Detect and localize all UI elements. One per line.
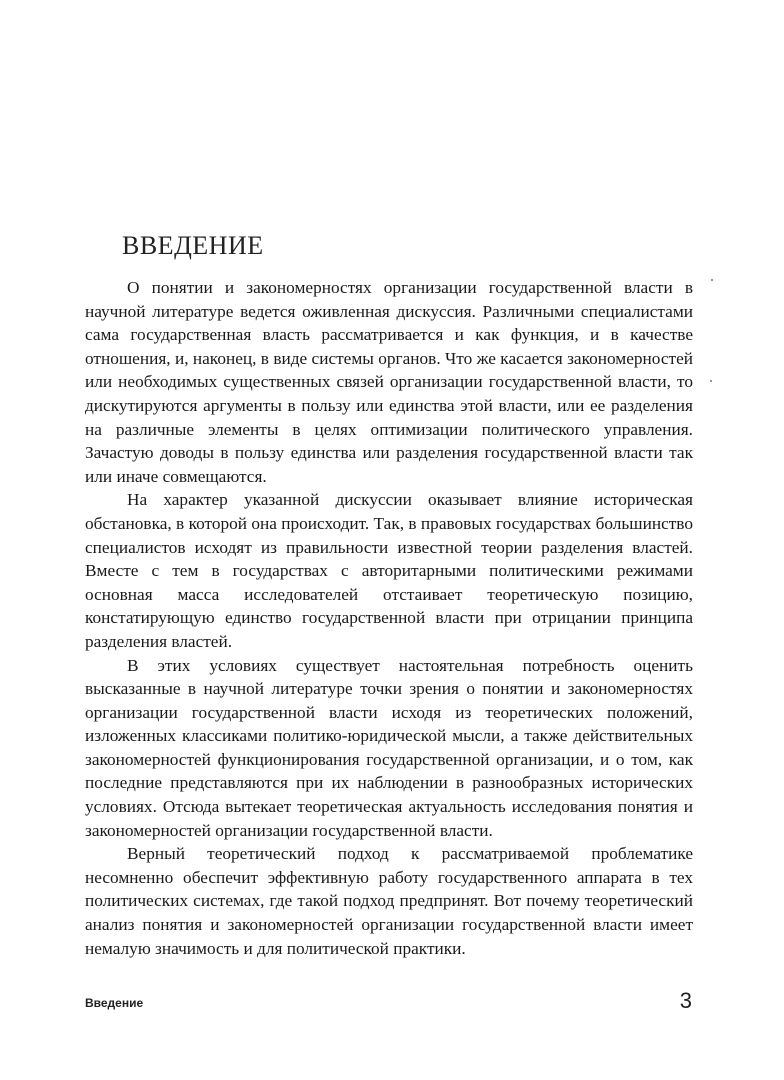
paragraph: На характер указанной дискуссии оказывает влияние историческая обстановка, в которой она происходит. Так, в правовых государствах большинство специалистов исходят из правильности известной теории разделения властей. Вместе с тем в государствах с авторитарными политическими режимами основная масса исследователей отстаивает теоретическую позицию, констатирующую единство государственной власти при отрицании принципа разделения властей. bbox=[85, 490, 693, 651]
running-footer: Введение bbox=[85, 996, 144, 1010]
paragraph: О понятии и закономерностях организации государственной власти в научной литературе ведется оживленная дискуссия. Различными специалистами сама государственная власть рассматривается и как функция, и в качестве отношения, и, наконец, в виде системы органов. Что же касается закономерностей или необходимых существенных связей организации государственной власти, то дискутируются аргументы в пользу или единства этой власти, или ее разделения на различные элементы в целях оптимизации политического управления. Зачастую доводы в пользу единства или разделения государственной власти так или иначе совмещаются. bbox=[85, 278, 693, 486]
body-text bbox=[85, 276, 693, 960]
chapter-heading: ВВЕДЕНИЕ bbox=[122, 231, 264, 260]
paragraph: В этих условиях существует настоятельная потребность оценить высказанные в научной литературе точки зрения о понятии и закономерностях организации государственной власти исходя из теоретических положений, изложенных классиками политико-юридической мысли, а также действительных закономерностей функционирования государственной организации, и о том, как последние представляются при их наблюдении в разнообразных исторических условиях. Отсюда вытекает теоретическая актуальность исследования понятия и закономерностей организации государственной власти. bbox=[85, 655, 693, 840]
paragraph: Верный теоретический подход к рассматриваемой проблематике несомненно обеспечит эффективную работу государственного аппарата в тех политических системах, где такой подход предпринят. Вот почему теоретический анализ понятия и закономерностей организации государственной власти имеет немалую значимость и для политической практики. bbox=[85, 844, 693, 958]
scan-speck bbox=[711, 279, 713, 281]
page-number: 3 bbox=[679, 988, 692, 1013]
scan-speck bbox=[710, 380, 712, 382]
